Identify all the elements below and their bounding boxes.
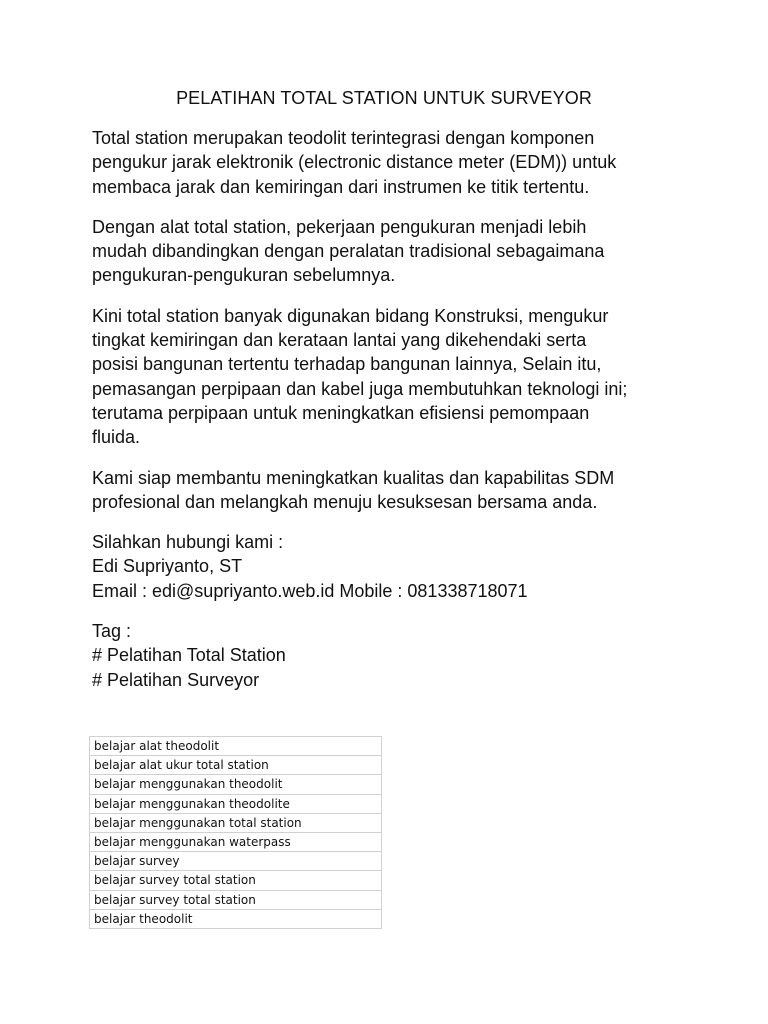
keyword-cell: belajar menggunakan theodolite <box>90 794 382 813</box>
text-line: Dengan alat total station, pekerjaan pengukuran menjadi lebih <box>92 216 587 237</box>
table-row <box>90 871 382 890</box>
text-line: Kami siap membantu meningkatkan kualitas dan kapabilitas SDM <box>92 467 615 488</box>
keyword-cell: belajar survey total station <box>90 890 382 909</box>
contact-block <box>92 530 682 603</box>
paragraph-offer <box>92 466 682 515</box>
text-line: Kini total station banyak digunakan bidang Konstruksi, mengukur <box>92 305 609 326</box>
text-line: tingkat kemiringan dan kerataan lantai yang dikehendaki serta <box>92 330 587 351</box>
table-row <box>90 813 382 832</box>
text-line: posisi bangunan tertentu terhadap bangunan lainnya, Selain itu, <box>92 354 602 375</box>
text-line: pengukur jarak elektronik (electronic distance meter (EDM)) untuk <box>92 152 617 173</box>
paragraph-benefit <box>92 215 682 288</box>
keyword-cell: belajar survey total station <box>90 871 382 890</box>
tag-item: # Pelatihan Surveyor <box>92 669 260 690</box>
text-line: membaca jarak dan kemiringan dari instrumen ke titik tertentu. <box>92 176 590 197</box>
text-line: fluida. <box>92 427 141 448</box>
table-row <box>90 775 382 794</box>
keyword-cell: belajar menggunakan total station <box>90 813 382 832</box>
keyword-cell: belajar theodolit <box>90 909 382 928</box>
paragraph-intro <box>92 126 682 199</box>
text-line: pengukuran-pengukuran sebelumnya. <box>92 265 396 286</box>
text-line: terutama perpipaan untuk meningkatkan efisiensi pemompaan <box>92 402 590 423</box>
tags-block <box>92 619 682 692</box>
tags-heading: Tag : <box>92 621 132 642</box>
text-line: profesional dan melangkah menuju kesuksesan bersama anda. <box>92 491 598 512</box>
paragraph-usage <box>92 304 682 450</box>
text-line: mudah dibandingkan dengan peralatan tradisional sebagaimana <box>92 241 605 262</box>
table-row <box>90 737 382 756</box>
table-row <box>90 852 382 871</box>
table-row <box>90 756 382 775</box>
contact-name: Edi Supriyanto, ST <box>92 556 243 577</box>
text-line: Total station merupakan teodolit terintegrasi dengan komponen <box>92 128 595 148</box>
table-row <box>90 794 382 813</box>
document-title: PELATIHAN TOTAL STATION UNTUK SURVEYOR <box>176 88 592 108</box>
keyword-cell: belajar alat theodolit <box>90 737 382 756</box>
text-line: pemasangan perpipaan dan kabel juga membutuhkan teknologi ini; <box>92 378 628 399</box>
contact-heading: Silahkan hubungi kami : <box>92 532 284 553</box>
tag-item: # Pelatihan Total Station <box>92 645 286 666</box>
keyword-table <box>89 736 382 929</box>
keyword-cell: belajar alat ukur total station <box>90 756 382 775</box>
document-body <box>92 126 682 708</box>
keyword-cell: belajar menggunakan waterpass <box>90 832 382 851</box>
table-row <box>90 832 382 851</box>
keyword-cell: belajar menggunakan theodolit <box>90 775 382 794</box>
contact-email-mobile: Email : edi@supriyanto.web.id Mobile : 081338718071 <box>92 580 528 601</box>
table-row <box>90 909 382 928</box>
table-row <box>90 890 382 909</box>
keyword-cell: belajar survey <box>90 852 382 871</box>
